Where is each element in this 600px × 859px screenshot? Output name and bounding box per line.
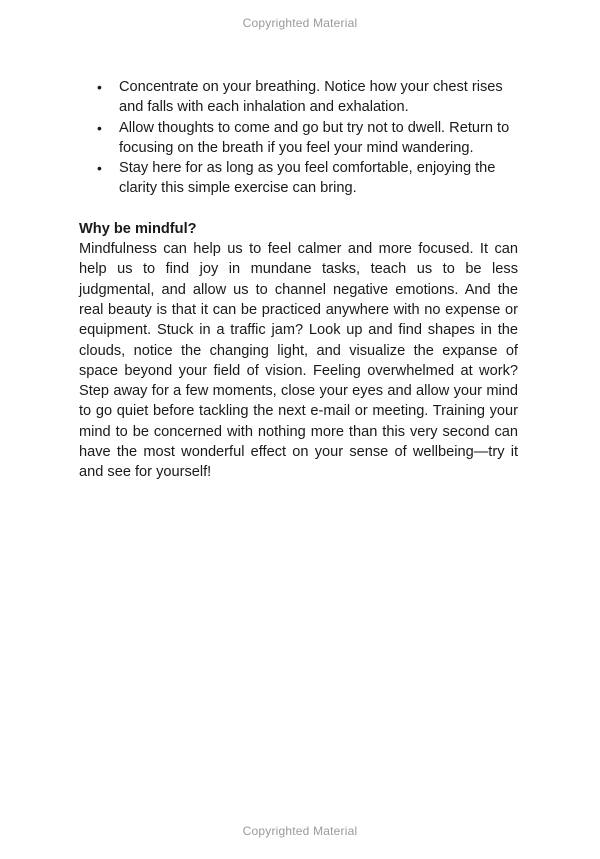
- bullet-list: [79, 77, 518, 199]
- bullet-icon: •: [97, 79, 102, 95]
- section-body: Mindfulness can help us to feel calmer and more focused. It can help us to find joy in mundane tasks, teach us to be less judgmental, and allow us to channel negative emotions. And the real beauty is that it can be practiced anywhere with no expense or equipment. Stuck in a traffic jam? Look up and find shapes in the clouds, notice the changing light, and visualize the expanse of space beyond your field of vision. Feeling overwhelmed at work? Step away for a few moments, close your eyes and allow your mind to go quiet before tackling the next e-mail or meeting. Training your mind to be concerned with nothing more than this very second can have the most wonderful effect on your sense of wellbeing—try it and see for yourself!: [79, 241, 518, 481]
- list-item: [79, 158, 518, 199]
- list-item-text: Concentrate on your breathing. Notice how your chest rises and falls with each inhalation and exhalation.: [119, 79, 503, 116]
- bullet-icon: •: [97, 160, 102, 177]
- page-content: [79, 77, 518, 483]
- watermark-bottom: Copyrighted Material: [242, 824, 358, 838]
- list-item-text: Stay here for as long as you feel comfortable, enjoying the clarity this simple exercise can bring.: [119, 160, 496, 197]
- watermark-top: Copyrighted Material: [242, 16, 358, 30]
- list-item: [79, 118, 518, 159]
- section-heading: Why be mindful?: [79, 220, 197, 237]
- bullet-icon: •: [97, 119, 102, 136]
- list-item: [79, 77, 518, 118]
- list-item-text: Allow thoughts to come and go but try not to dwell. Return to focusing on the breath if you feel your mind wandering.: [119, 119, 510, 156]
